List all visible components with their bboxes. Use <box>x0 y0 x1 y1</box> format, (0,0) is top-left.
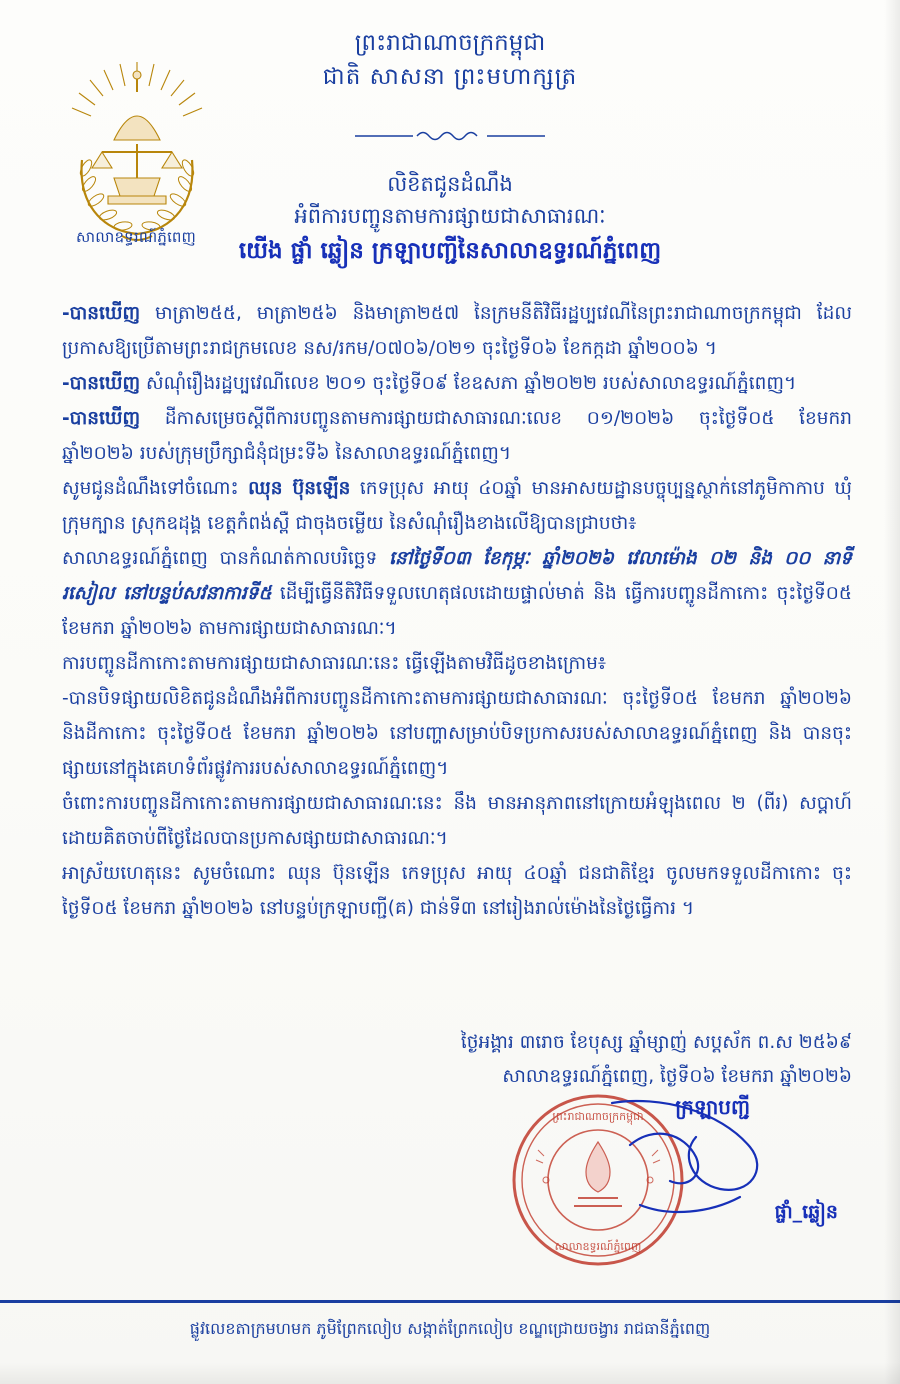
paragraph-seen-2 <box>62 366 852 401</box>
paragraph-seen-1 <box>62 296 852 366</box>
hearing-datetime: នៅថ្ងៃទី០៣ ខែកុម្ភៈ ឆ្នាំ២០២៦ វេលាម៉ោង ០២ និង ០០ នាទី រសៀល នៅបន្ទប់សវនាការទី៥ <box>62 548 852 604</box>
document-body <box>62 296 852 926</box>
seen-text-1: មាត្រា២៥៥, មាត្រា២៥៦ និងមាត្រា២៥៧ នៃក្រមនីតិវិធីរដ្ឋប្បវេណីនៃព្រះរាជាណាចក្រកម្ពុជា ដែលប្រកាសឱ្យប្រើតាមព្រះរាជក្រមលេខ នស/រកម/០៧០៦/០២១ ចុះថ្ងៃទី០៦ ខែកក្កដា ឆ្នាំ២០០៦ ។ <box>62 303 852 359</box>
notice-pre-text: សូមជូនដំណឹងទៅចំណោះ <box>62 478 249 499</box>
page-bottom-shadow <box>0 1362 900 1384</box>
kingdom-line-1: ព្រះរាជាណាចក្រកម្ពុជា <box>354 30 546 56</box>
seen-label-1: -បានឃើញ <box>62 303 141 324</box>
notice-post-text: កេទប្រុស អាយុ ៤០ឆ្នាំ មានអាសយដ្ឋានបច្ចុប្បន្នស្ថាក់នៅភូមិកាកាប ឃុំក្រុមក្បាន ស្រុកឧដុង្គ ខេត្តកំពង់ស្ពឺ ជាចុងចម្លើយ នៃសំណុំរឿងខាងលើឱ្យបានជ្រាបថា៖ <box>62 478 852 534</box>
kingdom-line-2: ជាតិ សាសនា ព្រះមហាក្សត្រ <box>322 64 578 90</box>
document-titles <box>0 168 900 270</box>
footer-divider <box>0 1300 900 1303</box>
signature-title: ក្រឡាបញ្ជី <box>675 1095 750 1119</box>
kingdom-heading <box>0 26 900 94</box>
page-title: លិខិតជូនដំណឹង <box>387 172 513 196</box>
paragraph-seen-3 <box>62 401 852 471</box>
schedule-pre-text: សាលាឧទ្ធរណ៍ភ្នំពេញ បានកំណត់កាលបរិច្ឆេទ <box>62 548 389 569</box>
seen-label-3: -បានឃើញ <box>62 408 141 429</box>
recipient-name: ឈុន ប៊ុនឡេីន <box>248 478 351 499</box>
signatory-name: ផ្ចាំ_ឆ្លៀន <box>774 1201 838 1223</box>
decorative-divider-icon <box>355 126 545 146</box>
paragraph-conclusion: អាស្រ័យហេតុនេះ សូមចំណោះ ឈុន ប៊ុនឡេីន កេទប្រុស អាយុ ៤០ឆ្នាំ ជនជាតិខ្មែរ ចូលមកទទួលដីកាកោះ ចុះថ្ងៃទី០៥ ខែមករា ឆ្នាំ២០២៦ នៅបន្ទប់ក្រឡាបញ្ជី(គ) ជាន់ទី៣ នៅរៀងរាល់ម៉ោងនៃថ្ងៃធ្វើការ ។ <box>62 863 852 919</box>
buddhist-date: ថ្ងៃអង្គារ ៣រោច ខែបុស្ស ឆ្នាំម្សាញ់ សប្តស័ក ព.ស ២៥៦៩ <box>460 1032 852 1053</box>
paragraph-hearing-schedule <box>62 541 852 646</box>
subtitle: អំពីការបញ្ចូនតាមការផ្សាយជាសាធារណៈ <box>294 204 606 228</box>
court-name-caption: សាលាឧទ្ធរណ៍ភ្នំពេញ <box>75 228 197 246</box>
svg-text:ព្រះរាជាណាចក្រកម្ពុជា: ព្រះរាជាណាចក្រកម្ពុជា <box>552 1110 644 1123</box>
footer-address: ផ្លូវលេខតាក្រមហមក ភូមិព្រែកលៀប សង្កាត់ព្រែកលៀប ខណ្ឌជ្រោយចង្វារ រាជធានីភ្នំពេញ <box>189 1319 711 1338</box>
svg-text:សាលាឧទ្ធរណ៍ភ្នំពេញ: សាលាឧទ្ធរណ៍ភ្នំពេញ <box>554 1240 642 1253</box>
seen-label-2: -បានឃើញ <box>62 373 141 394</box>
issue-place-date: សាលាឧទ្ធរណ៍ភ្នំពេញ, ថ្ងៃទី០៦ ខែមករា ឆ្នាំ២០២៦ <box>502 1066 852 1087</box>
seen-text-2: សំណុំរឿងរដ្ឋប្បវេណីលេខ ២០១ ចុះថ្ងៃទី០៩ ខែឧសភា ឆ្នាំ២០២២ របស់សាលាឧទ្ធរណ៍ភ្នំពេញ។ <box>140 373 797 394</box>
paragraph-effect: ចំពោះការបញ្ចូនដីកាកោះតាមការផ្សាយជាសាធារណៈនេះ នឹង មានអានុភាពនៅក្រោយអំឡុងពេល ២ (ពីរ) សប្តាហ៍ ដោយគិតចាប់ពីថ្ងៃដែលបានប្រកាសផ្សាយជាសាធារណៈ។ <box>62 793 852 849</box>
closing-block <box>62 1026 852 1094</box>
seen-text-3: ដីកាសម្រេចស្តីពីការបញ្ចូនតាមការផ្សាយជាសាធារណៈលេខ ០១/២០២៦ ចុះថ្ងៃទី០៥ ខែមករា ឆ្នាំ២០២៦ របស់ក្រុមប្រឹក្សាជំនុំជម្រះទី៦ នៃសាលាឧទ្ធរណ៍ភ្នំពេញ។ <box>62 408 852 464</box>
schedule-post-text: ដើម្បីធ្វើនីតិវិធីទទួលហេតុផលដោយផ្ទាល់មាត់ និង ធ្វើការបញ្ចូនដីកាកោះ ចុះថ្ងៃទី០៥ ខែមករា ឆ្នាំ២០២៦ តាមការផ្សាយជាសាធារណៈ។ <box>62 583 852 639</box>
issuer-line: យើង ផ្ចាំ ឆ្លៀន ក្រឡាបញ្ជីនៃសាលាឧទ្ធរណ៍ភ្នំពេញ <box>238 238 662 264</box>
paragraph-method-detail: -បានបិទផ្សាយលិខិតជូនដំណឹងអំពីការបញ្ចូនដីកាកោះតាមការផ្សាយជាសាធារណៈ ចុះថ្ងៃទី០៥ ខែមករា ឆ្នាំ២០២៦ និងដីកាកោះ ចុះថ្ងៃទី០៥ ខែមករា ឆ្នាំ២០២៦ នៅបញ្ហាសម្រាប់បិទប្រកាសរបស់សាលាឧទ្ធរណ៍ភ្នំពេញ និង បានចុះផ្សាយនៅក្នុងគេហទំព័រផ្លូវការរបស់សាលាឧទ្ធរណ៍ភ្នំពេញ។ <box>62 688 852 779</box>
official-seal-icon <box>508 1090 688 1270</box>
paragraph-notice-recipient <box>62 471 852 541</box>
paragraph-method-intro: ការបញ្ចូនដីកាកោះតាមការផ្សាយជាសាធារណៈនេះ ធ្វើឡើងតាមវិធីដូចខាងក្រោម៖ <box>62 653 606 674</box>
